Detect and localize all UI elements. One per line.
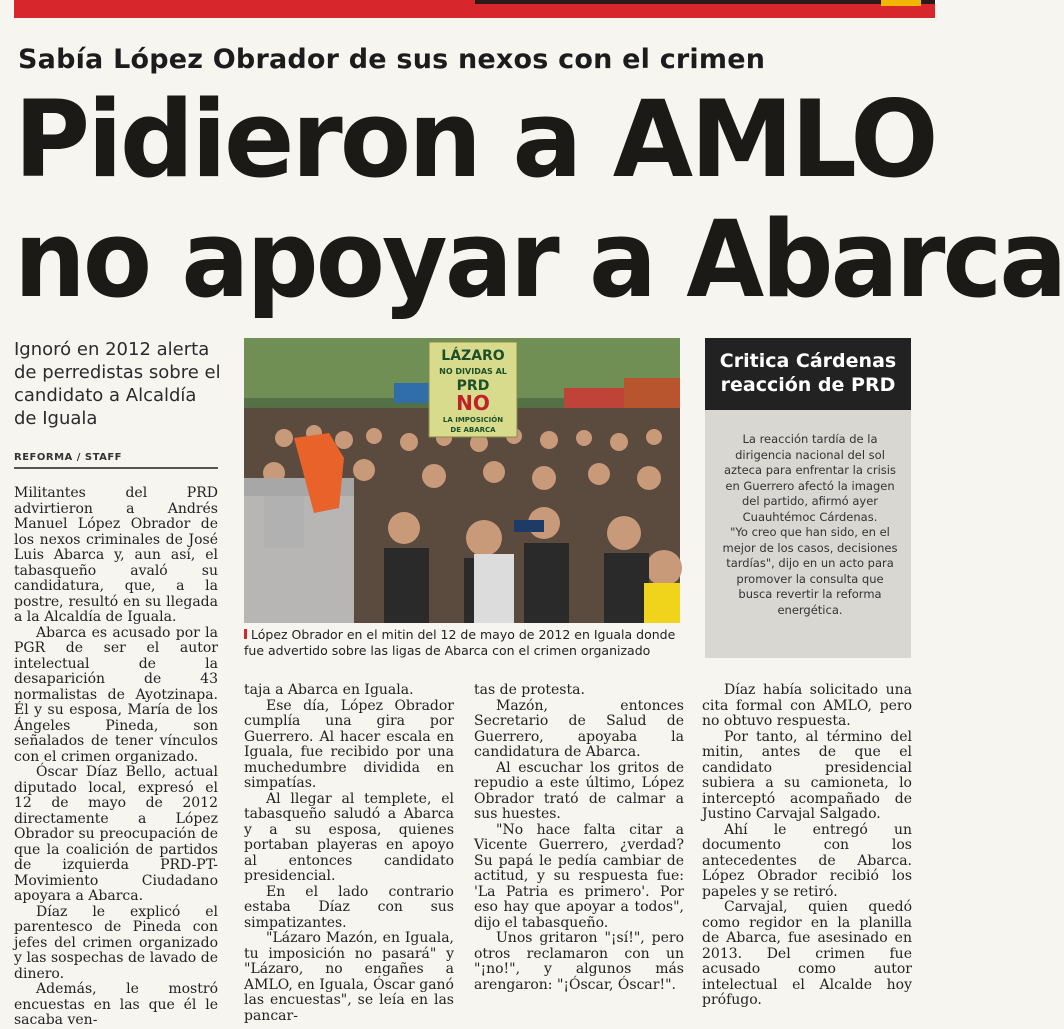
paragraph: Ese día, López Obrador cumplía una gira por Guerrero. Al hacer escala en Iguala, fue recibido por una muchedumbre dividida en simpatías. <box>244 697 454 791</box>
paragraph: Abarca es acusado por la PGR de ser el autor intelectual de la desaparición de 43 normalistas de Ayotzinapa. Él y su esposa, María de los Ángeles Pineda, son señalados de tener vínculos con el crimen organizado. <box>14 624 218 765</box>
svg-text:NO: NO <box>456 391 490 415</box>
paragraph: Mazón, entonces Secretario de Salud de Guerrero, apoyaba la candidatura de Abarca. <box>474 697 684 760</box>
body-column-1 <box>14 486 218 1029</box>
crowd-photo-illustration <box>244 338 680 623</box>
paragraph: Además, le mostró encuestas en las que él le sacaba ven- <box>14 981 218 1028</box>
body-column-3 <box>474 683 684 993</box>
sidebar-paragraph: "Yo creo que han sido, en el mejor de los casos, decisiones tardías", dijo en un acto para promover la consulta que busca revertir la reforma energética. <box>722 525 898 617</box>
paragraph: tas de protesta. <box>474 682 585 698</box>
paragraph: Por tanto, al término del mitin, antes de que el candidato presidencial subiera a su camioneta, lo interceptó acompañado de Justino Carvajal Salgado. <box>702 728 912 822</box>
sidebar-text <box>718 432 902 618</box>
rally-photo <box>244 338 680 623</box>
kicker: Sabía López Obrador de sus nexos con el crimen <box>18 44 766 75</box>
sidebar-title: Critica Cárdenas reacción de PRD <box>705 338 911 410</box>
body-column-2 <box>244 683 454 1024</box>
top-logo-mark <box>881 0 921 6</box>
caption-text: López Obrador en el mitin del 12 de mayo de 2012 en Iguala donde fue advertido sobre las ligas de Abarca con el crimen organizado <box>244 627 676 658</box>
svg-text:LA IMPOSICIÓN: LA IMPOSICIÓN <box>442 416 504 424</box>
headline-line-1: Pidieron a AMLO <box>14 78 936 201</box>
paragraph: Militantes del PRD advirtieron a Andrés Manuel López Obrador de los nexos criminales de José Luis Abarca y, aun así, el tabasqueño avaló su candidatura, que, a la postre, resultó en su llegada a la Alcaldía de Iguala. <box>14 485 218 625</box>
sidebar-paragraph: La reacción tardía de la dirigencia nacional del sol azteca para enfrentar la crisis en Guerrero afectó la imagen del partido, afirmó ayer Cuauhtémoc Cárdenas. <box>724 432 896 524</box>
caption-marker <box>244 629 247 639</box>
paragraph: Díaz le explicó el parentesco de Pineda con jefes del crimen organizado y las sospechas de lavado de dinero. <box>14 903 218 982</box>
paragraph: "Lázaro Mazón, en Iguala, tu imposición no pasará" y "Lázaro, no engañes a AMLO, en Iguala, Óscar ganó las encuestas", se leía en las pancar- <box>244 930 454 1024</box>
paragraph: Díaz había solicitado una cita formal con AMLO, pero no obtuvo respuesta. <box>702 682 912 729</box>
svg-text:DE ABARCA: DE ABARCA <box>450 426 496 434</box>
paragraph: Ahí le entregó un documento con los antecedentes de Abarca. López Obrador recibió los papeles y se retiró. <box>702 821 912 900</box>
paragraph: En el lado contrario estaba Díaz con sus simpatizantes. <box>244 883 454 931</box>
svg-text:NO DIVIDAS AL: NO DIVIDAS AL <box>439 367 507 376</box>
photo-caption <box>244 627 684 659</box>
body-column-4 <box>702 683 912 1009</box>
paragraph: Unos gritaron "¡sí!", pero otros reclamaron con un "¡no!", y algunos más arengaron: "¡Óscar, Óscar!". <box>474 930 684 993</box>
svg-text:LÁZARO: LÁZARO <box>441 348 505 364</box>
paragraph: taja a Abarca en Iguala. <box>244 682 414 698</box>
top-dark-bar <box>475 0 935 4</box>
paragraph: "No hace falta citar a Vicente Guerrero, ¿verdad? Su papá le pedía cambiar de actitud, y su respuesta fue: 'La Patria es primero'. Por eso hay que apoyar a todos", dijo el tabasqueño. <box>474 821 684 931</box>
svg-text:PRD: PRD <box>456 378 490 394</box>
paragraph: Al escuchar los gritos de repudio a este último, López Obrador trató de calmar a sus huestes. <box>474 759 684 822</box>
subheadline: Ignoró en 2012 alerta de perredistas sobre el candidato a Alcaldía de Iguala <box>14 339 221 429</box>
paragraph: Óscar Díaz Bello, actual diputado local, expresó el 12 de mayo de 2012 directamente a López Obrador su preocupación de que la coalición de partidos de izquierda PRD-PT-Movimiento Ciudadano apoyara a Abarca. <box>14 764 218 904</box>
paragraph: Carvajal, quien quedó como regidor en la planilla de Abarca, fue asesinado en 2013. Del crimen fue acusado como autor intelectual el Alcalde hoy prófugo. <box>702 899 912 1008</box>
byline: REFORMA / STAFF <box>14 452 218 469</box>
paragraph: Al llegar al templete, el tabasqueño saludó a Abarca y a su esposa, quienes portaban playeras en apoyo al entonces candidato presidencial. <box>244 790 454 884</box>
headline-line-2: no apoyar a Abarca <box>14 198 1064 321</box>
